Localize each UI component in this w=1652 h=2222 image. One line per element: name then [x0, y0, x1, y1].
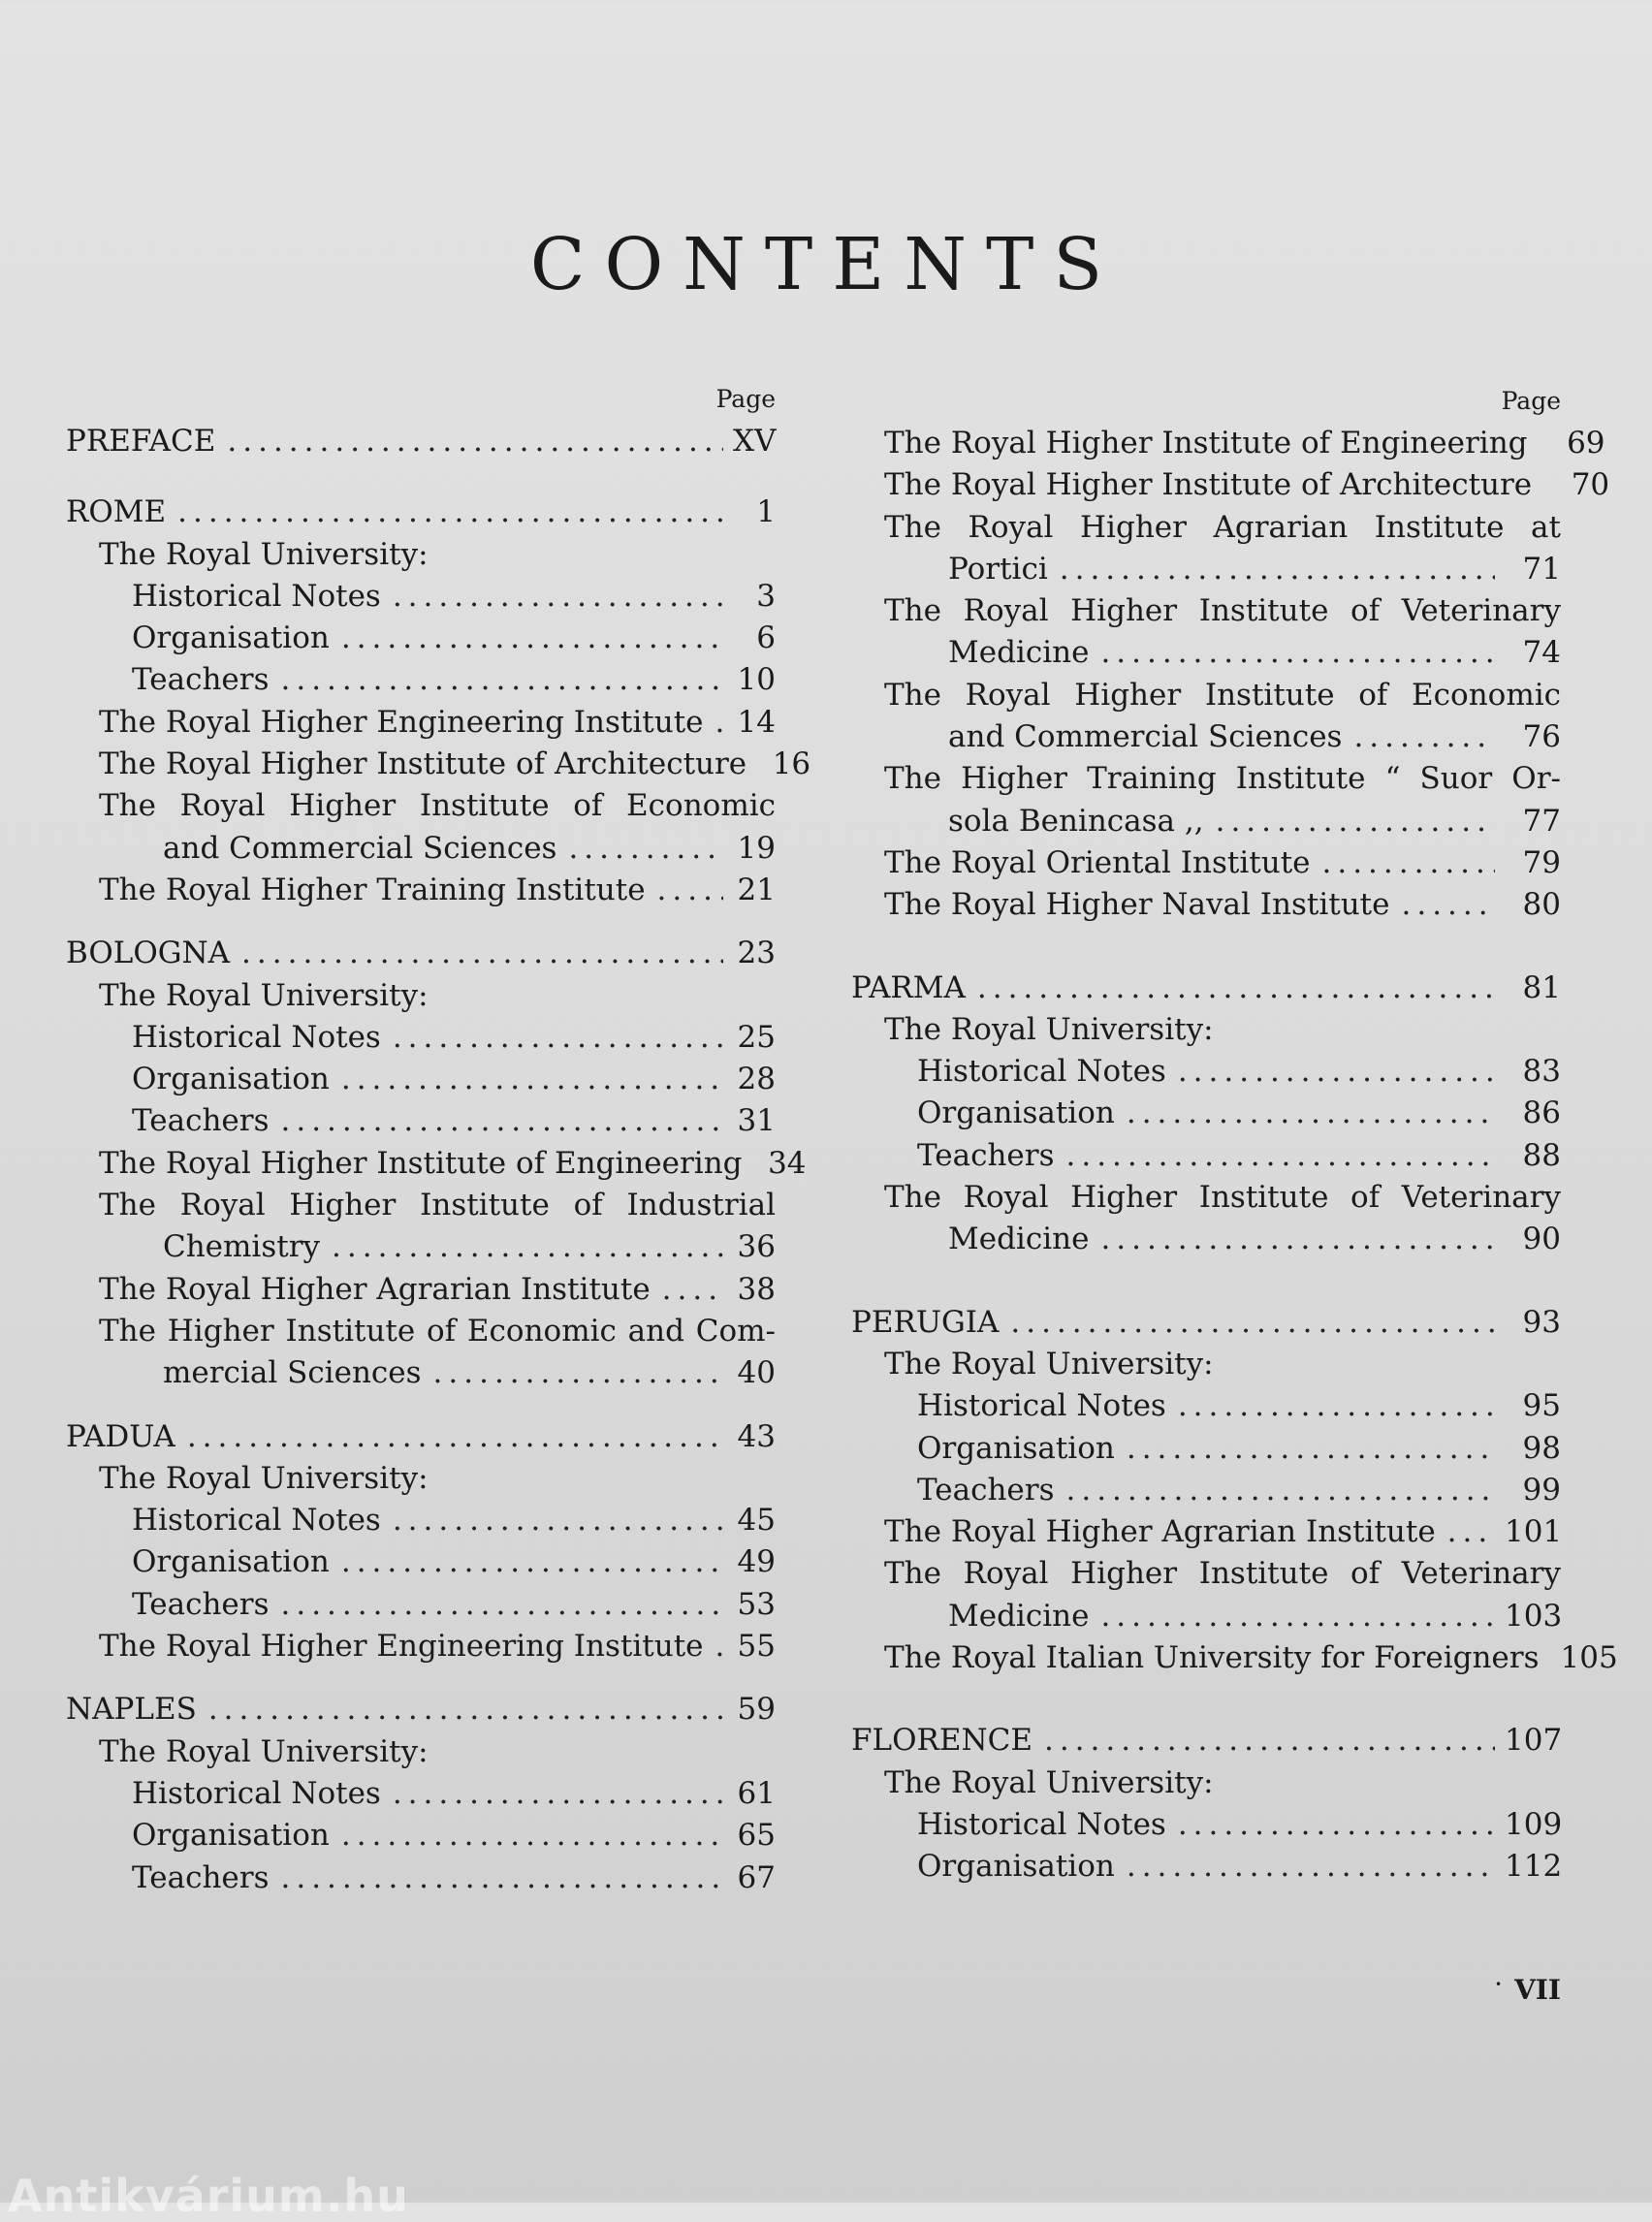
- toc-entry-title: Historical Notes: [132, 1503, 381, 1539]
- toc-section: [851, 1302, 1561, 1344]
- toc-entry: [851, 842, 1561, 884]
- toc-entry-line: [132, 1100, 776, 1142]
- toc-entry-continuation: mercial Sciences: [163, 1355, 422, 1391]
- toc-entry-line: [99, 870, 776, 911]
- toc-entry: [66, 1541, 776, 1583]
- toc-entry: [851, 1009, 1561, 1051]
- toc-entry-title: NAPLES: [66, 1692, 197, 1728]
- toc-entry-line: [884, 423, 1605, 464]
- toc-entry: [66, 1100, 776, 1142]
- toc-entry: [66, 534, 776, 576]
- toc-page-number: 3: [756, 578, 776, 614]
- toc-entry-title: The Royal University:: [99, 1733, 429, 1769]
- toc-entry: [66, 1311, 776, 1395]
- toc-entry: [66, 975, 776, 1017]
- toc-entry-line: [66, 1416, 776, 1458]
- toc-page-number: 93: [1522, 1304, 1561, 1340]
- toc-entry: [851, 1553, 1561, 1637]
- dot-leader: [1044, 1720, 1495, 1762]
- dot-leader: [715, 702, 723, 744]
- toc-entry-line: [99, 1226, 776, 1268]
- dot-leader: [393, 576, 723, 618]
- toc-page-number: 23: [737, 936, 776, 971]
- toc-entry: [851, 758, 1561, 842]
- toc-entry-line: [851, 1302, 1561, 1344]
- toc-entry-title: The Royal Higher Institute of Veterinary: [884, 1556, 1561, 1592]
- dot-leader: [1322, 842, 1496, 884]
- toc-entry-line: [99, 1269, 776, 1311]
- toc-entry: [66, 1626, 776, 1667]
- toc-entry-title: The Royal Higher Engineering Institute: [99, 704, 704, 740]
- toc-page-number: 107: [1505, 1723, 1563, 1759]
- folio-dot: ·: [1494, 1968, 1503, 2000]
- dot-leader: [281, 1584, 724, 1626]
- toc-entry-continuation: and Commercial Sciences: [163, 830, 557, 866]
- toc-entry-title: Organisation: [132, 1544, 330, 1580]
- toc-entry-line: [917, 1804, 1561, 1846]
- toc-entry-line: [884, 1009, 1561, 1051]
- dot-leader: [393, 1017, 723, 1059]
- dot-leader: [1178, 1385, 1495, 1427]
- dot-leader: [1401, 884, 1495, 926]
- toc-entry-line: [66, 1689, 776, 1730]
- toc-page-number: 49: [737, 1544, 776, 1580]
- watermark: Antikvárium.hu: [8, 2170, 409, 2222]
- toc-entry: [66, 702, 776, 744]
- toc-entry-line: [884, 1344, 1561, 1385]
- toc-entry-line: [132, 1500, 776, 1541]
- dot-leader: [341, 1815, 723, 1857]
- toc-page-number: 34: [768, 1145, 807, 1181]
- toc-entry-continuation: Medicine: [948, 1222, 1090, 1257]
- toc-entry-title: The Royal Higher Institute of Architecture: [99, 746, 747, 782]
- dot-leader: [1100, 1219, 1495, 1260]
- toc-section: [66, 492, 776, 533]
- toc-entry-line: [917, 1846, 1561, 1888]
- toc-page-number: 28: [737, 1062, 776, 1097]
- toc-entry-title: FLORENCE: [851, 1723, 1032, 1759]
- toc-page-number: 71: [1522, 551, 1561, 587]
- toc-entry-title: The Royal University:: [99, 1460, 429, 1496]
- toc-entry-line: [99, 1352, 776, 1394]
- dot-leader: [281, 659, 724, 701]
- toc-entry: [66, 618, 776, 659]
- toc-entry-line: [99, 534, 776, 576]
- toc-page-number: 1: [756, 494, 776, 530]
- toc-entry-line: [132, 1017, 776, 1059]
- dot-leader: [1100, 1596, 1495, 1637]
- toc-entry-title: Teachers: [132, 1859, 270, 1895]
- toc-entry-line: [132, 659, 776, 701]
- toc-entry-line: [917, 1135, 1561, 1177]
- toc-entry: [66, 1584, 776, 1626]
- toc-entry-line: [884, 549, 1561, 590]
- toc-entry-title: The Royal University:: [884, 1764, 1214, 1800]
- dot-leader: [657, 870, 723, 911]
- toc-entry-title: Teachers: [132, 1586, 270, 1622]
- toc-page-number: 98: [1522, 1430, 1561, 1466]
- toc-page-number: 76: [1522, 719, 1561, 755]
- toc-entry-title: Historical Notes: [917, 1806, 1166, 1842]
- page-title: CONTENTS: [529, 223, 1123, 306]
- toc-page-number: 38: [737, 1271, 776, 1307]
- dot-leader: [1010, 1302, 1495, 1344]
- dot-leader: [1127, 1093, 1495, 1134]
- dot-leader: [1066, 1135, 1496, 1177]
- toc-entry-continuation: Medicine: [948, 635, 1090, 671]
- toc-entry: [66, 1269, 776, 1311]
- toc-page-number: 53: [737, 1586, 776, 1622]
- toc-entry: [851, 1051, 1561, 1093]
- dot-leader: [433, 1352, 723, 1394]
- toc-entry-title: The Royal Higher Institute of Economic: [884, 677, 1561, 713]
- toc-entry-line: [132, 576, 776, 618]
- toc-entry-line: [917, 1051, 1561, 1093]
- page-column-heading: Page: [1501, 387, 1561, 415]
- dot-leader: [977, 968, 1495, 1009]
- toc-entry-line: [884, 842, 1561, 884]
- toc-entry-title: The Higher Training Institute “ Suor Or-: [884, 761, 1561, 797]
- dot-leader: [241, 933, 723, 974]
- toc-entry-title: Historical Notes: [132, 1775, 381, 1811]
- toc-entry-title: Organisation: [132, 620, 330, 656]
- toc-entry-line: [99, 1143, 807, 1185]
- dot-leader: [341, 1059, 723, 1100]
- toc-page-number: 59: [737, 1692, 776, 1728]
- toc-entry: [851, 1093, 1561, 1134]
- toc-page-number: 86: [1522, 1095, 1561, 1131]
- toc-entry-title: The Royal Higher Institute of Engineering: [884, 426, 1528, 460]
- dot-leader: [1216, 801, 1495, 842]
- toc-section: [66, 933, 776, 974]
- toc-entry-title: Historical Notes: [132, 578, 381, 614]
- toc-page-number: 45: [737, 1503, 776, 1539]
- page-number: VII: [1514, 1974, 1561, 2006]
- toc-section: [66, 1416, 776, 1458]
- toc-entry-title: PERUGIA: [851, 1304, 1000, 1340]
- toc-entry: [66, 1185, 776, 1269]
- toc-entry-line: [132, 1541, 776, 1583]
- toc-page-number: 109: [1505, 1806, 1563, 1842]
- toc-page-number: 70: [1571, 467, 1610, 503]
- toc-entry-line: [132, 1815, 776, 1857]
- toc-entry-line: [99, 1626, 776, 1667]
- toc-entry-line: [917, 1093, 1561, 1134]
- toc-entry-title: Historical Notes: [132, 1019, 381, 1055]
- toc-entry-line: [66, 492, 776, 533]
- toc-page-number: 43: [737, 1418, 776, 1454]
- toc-entry: [851, 1177, 1561, 1261]
- dot-leader: [1447, 1511, 1495, 1553]
- dot-leader: [281, 1100, 724, 1142]
- toc-entry-title: Teachers: [917, 1137, 1055, 1173]
- toc-entry-line: [884, 1596, 1561, 1637]
- dot-leader: [332, 1226, 723, 1268]
- dot-leader: [715, 1626, 723, 1667]
- toc-entry-title: The Royal Higher Institute of Economic: [99, 788, 776, 824]
- toc-entry-title: Organisation: [132, 1818, 330, 1854]
- toc-entry: [851, 507, 1561, 591]
- toc-page-number: 90: [1522, 1222, 1561, 1257]
- toc-page-number: 77: [1522, 803, 1561, 839]
- toc-entry-line: [884, 632, 1561, 674]
- toc-entry-line: [99, 1458, 776, 1500]
- dot-leader: [1178, 1051, 1495, 1093]
- toc-entry-line: [884, 801, 1561, 842]
- toc-entry-title: The Royal Italian University for Foreigners: [884, 1640, 1540, 1676]
- toc-entry: [66, 1143, 807, 1185]
- dot-leader: [393, 1500, 723, 1541]
- toc-entry: [851, 884, 1561, 926]
- toc-entry-line: [99, 828, 776, 870]
- toc-page-number: 103: [1505, 1598, 1563, 1634]
- toc-page-number: 99: [1522, 1472, 1561, 1508]
- toc-entry-line: [884, 1511, 1561, 1553]
- toc-entry-title: PADUA: [66, 1418, 175, 1454]
- toc-entry: [66, 744, 811, 785]
- toc-page-number: 25: [737, 1019, 776, 1055]
- toc-entry: [851, 675, 1561, 759]
- toc-entry: [66, 1857, 776, 1899]
- toc-entry: [66, 870, 776, 911]
- toc-list-right: [851, 423, 1618, 1889]
- toc-entry: [851, 1637, 1618, 1679]
- toc-entry-title: The Royal Higher Institute of Veterinary: [884, 1180, 1561, 1216]
- toc-page-number: 105: [1560, 1640, 1618, 1676]
- dot-leader: [1353, 716, 1495, 758]
- toc-entry-title: Teachers: [132, 1103, 270, 1139]
- toc-entry: [851, 1135, 1561, 1177]
- toc-page-number: 95: [1522, 1388, 1561, 1424]
- toc-entry-title: The Higher Institute of Economic and Com-: [99, 1313, 776, 1349]
- toc-entry-line: [917, 1385, 1561, 1427]
- dot-leader: [1100, 632, 1495, 674]
- toc-page-number: 112: [1505, 1849, 1563, 1885]
- dot-leader: [187, 1416, 723, 1458]
- toc-entry-title: The Royal Higher Institute of Engineering: [99, 1145, 743, 1181]
- toc-entry: [66, 1773, 776, 1815]
- toc-entry-title: The Royal Higher Institute of Industrial: [99, 1188, 776, 1223]
- toc-entry-title: The Royal Higher Agrarian Institute at: [884, 509, 1561, 545]
- toc-entry-line: [132, 618, 776, 659]
- toc-section: [851, 1720, 1561, 1762]
- dot-leader: [1127, 1428, 1495, 1470]
- dot-leader: [1178, 1804, 1495, 1846]
- toc-entry-title: ROME: [66, 494, 167, 530]
- toc-page-number: 67: [737, 1859, 776, 1895]
- toc-entry-title: BOLOGNA: [66, 936, 231, 971]
- dot-leader: [393, 1773, 723, 1815]
- toc-entry: [851, 464, 1610, 506]
- toc-entry-line: [884, 884, 1561, 926]
- toc-page-number: 80: [1522, 887, 1561, 923]
- dot-leader: [281, 1857, 724, 1899]
- toc-entry-title: The Royal Higher Institute of Veterinary: [884, 593, 1561, 629]
- toc-entry-continuation: Medicine: [948, 1598, 1090, 1634]
- toc-entry-title: Organisation: [132, 1062, 330, 1097]
- toc-page-number: 69: [1567, 426, 1605, 460]
- toc-entry: [851, 1385, 1561, 1427]
- toc-entry-title: The Royal Higher Agrarian Institute: [884, 1514, 1436, 1550]
- toc-entry: [851, 590, 1561, 675]
- toc-entry-title: The Royal University:: [884, 1346, 1214, 1381]
- dot-leader: [662, 1269, 723, 1311]
- contents-column-right: [851, 380, 1618, 1889]
- toc-entry: [66, 785, 776, 870]
- toc-entry: [851, 423, 1605, 464]
- toc-page-number: 65: [737, 1818, 776, 1854]
- toc-entry-title: Organisation: [917, 1849, 1115, 1885]
- toc-entry-line: [132, 1773, 776, 1815]
- toc-section: [66, 1689, 776, 1730]
- toc-entry-line: [884, 1762, 1561, 1804]
- toc-page-number: 14: [737, 704, 776, 740]
- toc-page-number: 40: [737, 1355, 776, 1391]
- toc-entry-title: The Royal University:: [99, 536, 429, 572]
- toc-entry-title: Historical Notes: [917, 1388, 1166, 1424]
- toc-entry: [851, 1846, 1561, 1888]
- toc-entry-title: The Royal Higher Naval Institute: [884, 887, 1390, 923]
- dot-leader: [208, 1689, 723, 1730]
- toc-page-number: 81: [1522, 969, 1561, 1005]
- toc-page-number: 6: [756, 620, 776, 656]
- toc-entry-continuation: Chemistry: [163, 1229, 321, 1265]
- toc-entry: [66, 1059, 776, 1100]
- dot-leader: [1066, 1470, 1496, 1511]
- toc-list-left: [66, 421, 811, 1899]
- toc-entry-title: The Royal Higher Training Institute: [99, 872, 646, 907]
- toc-entry: [66, 1017, 776, 1059]
- toc-page-number: 36: [737, 1229, 776, 1265]
- toc-entry-line: [917, 1470, 1561, 1511]
- toc-entry: [851, 1804, 1561, 1846]
- toc-section: [851, 968, 1561, 1009]
- toc-entry-title: The Royal University:: [99, 977, 429, 1013]
- toc-entry: [851, 1511, 1561, 1553]
- toc-entry: [66, 1731, 776, 1773]
- toc-entry-title: The Royal Higher Institute of Architecture: [884, 467, 1533, 503]
- toc-entry: [851, 1470, 1561, 1511]
- toc-entry-line: [99, 1731, 776, 1773]
- toc-page-number: 55: [737, 1629, 776, 1665]
- dot-leader: [568, 828, 723, 870]
- toc-entry-continuation: and Commercial Sciences: [948, 719, 1343, 755]
- toc-entry-title: The Royal Higher Agrarian Institute: [99, 1271, 651, 1307]
- toc-entry-continuation: Portici: [948, 551, 1048, 587]
- toc-entry: [851, 1344, 1561, 1385]
- toc-entry: [66, 659, 776, 701]
- toc-page-number: 88: [1522, 1137, 1561, 1173]
- toc-page-number: 83: [1522, 1054, 1561, 1090]
- toc-entry-title: The Royal Oriental Institute: [884, 844, 1311, 880]
- dot-leader: [227, 421, 723, 462]
- toc-page-number: 21: [737, 872, 776, 907]
- toc-page-number: 61: [737, 1775, 776, 1811]
- toc-page-number: 79: [1522, 844, 1561, 880]
- toc-entry-title: PARMA: [851, 969, 966, 1005]
- toc-entry-line: [851, 1720, 1561, 1762]
- toc-entry: [66, 1458, 776, 1500]
- toc-page-number: 16: [772, 746, 811, 782]
- toc-entry-line: [884, 464, 1610, 506]
- toc-entry-title: Historical Notes: [917, 1054, 1166, 1090]
- toc-entry: [66, 1500, 776, 1541]
- toc-entry-title: The Royal University:: [884, 1011, 1214, 1047]
- toc-entry-line: [99, 702, 776, 744]
- toc-entry: [851, 1762, 1561, 1804]
- dot-leader: [1127, 1846, 1495, 1888]
- dot-leader: [177, 492, 723, 533]
- toc-entry: [66, 1815, 776, 1857]
- toc-entry-line: [132, 1584, 776, 1626]
- toc-entry-line: [66, 421, 776, 462]
- toc-page-number: XV: [733, 424, 777, 459]
- page-column-heading: Page: [715, 385, 776, 413]
- toc-entry-continuation: sola Benincasa ,,: [948, 803, 1204, 839]
- toc-entry-line: [884, 1219, 1561, 1260]
- toc-entry-title: PREFACE: [66, 424, 216, 459]
- toc-page-number: 10: [737, 662, 776, 698]
- toc-entry-title: The Royal Higher Engineering Institute: [99, 1629, 704, 1665]
- toc-entry-line: [884, 1637, 1618, 1679]
- toc-section: [66, 421, 776, 462]
- toc-entry-title: Teachers: [917, 1472, 1055, 1508]
- toc-entry-line: [132, 1059, 776, 1100]
- toc-page-number: 19: [737, 830, 776, 866]
- toc-entry-line: [884, 716, 1561, 758]
- toc-entry: [66, 576, 776, 618]
- dot-leader: [1060, 549, 1495, 590]
- toc-entry-title: Teachers: [132, 662, 270, 698]
- toc-page-number: 101: [1505, 1514, 1563, 1550]
- dot-leader: [341, 618, 723, 659]
- toc-page-number: 31: [737, 1103, 776, 1139]
- toc-entry-line: [917, 1428, 1561, 1470]
- toc-entry-line: [851, 968, 1561, 1009]
- toc-entry: [851, 1428, 1561, 1470]
- toc-entry-line: [99, 975, 776, 1017]
- toc-entry-line: [132, 1857, 776, 1899]
- toc-page-number: 74: [1522, 635, 1561, 671]
- toc-entry-title: Organisation: [917, 1095, 1115, 1131]
- dot-leader: [341, 1541, 723, 1583]
- toc-entry-line: [66, 933, 776, 974]
- toc-entry-line: [99, 744, 811, 785]
- toc-entry-title: Organisation: [917, 1430, 1115, 1466]
- contents-column-left: [66, 378, 811, 1899]
